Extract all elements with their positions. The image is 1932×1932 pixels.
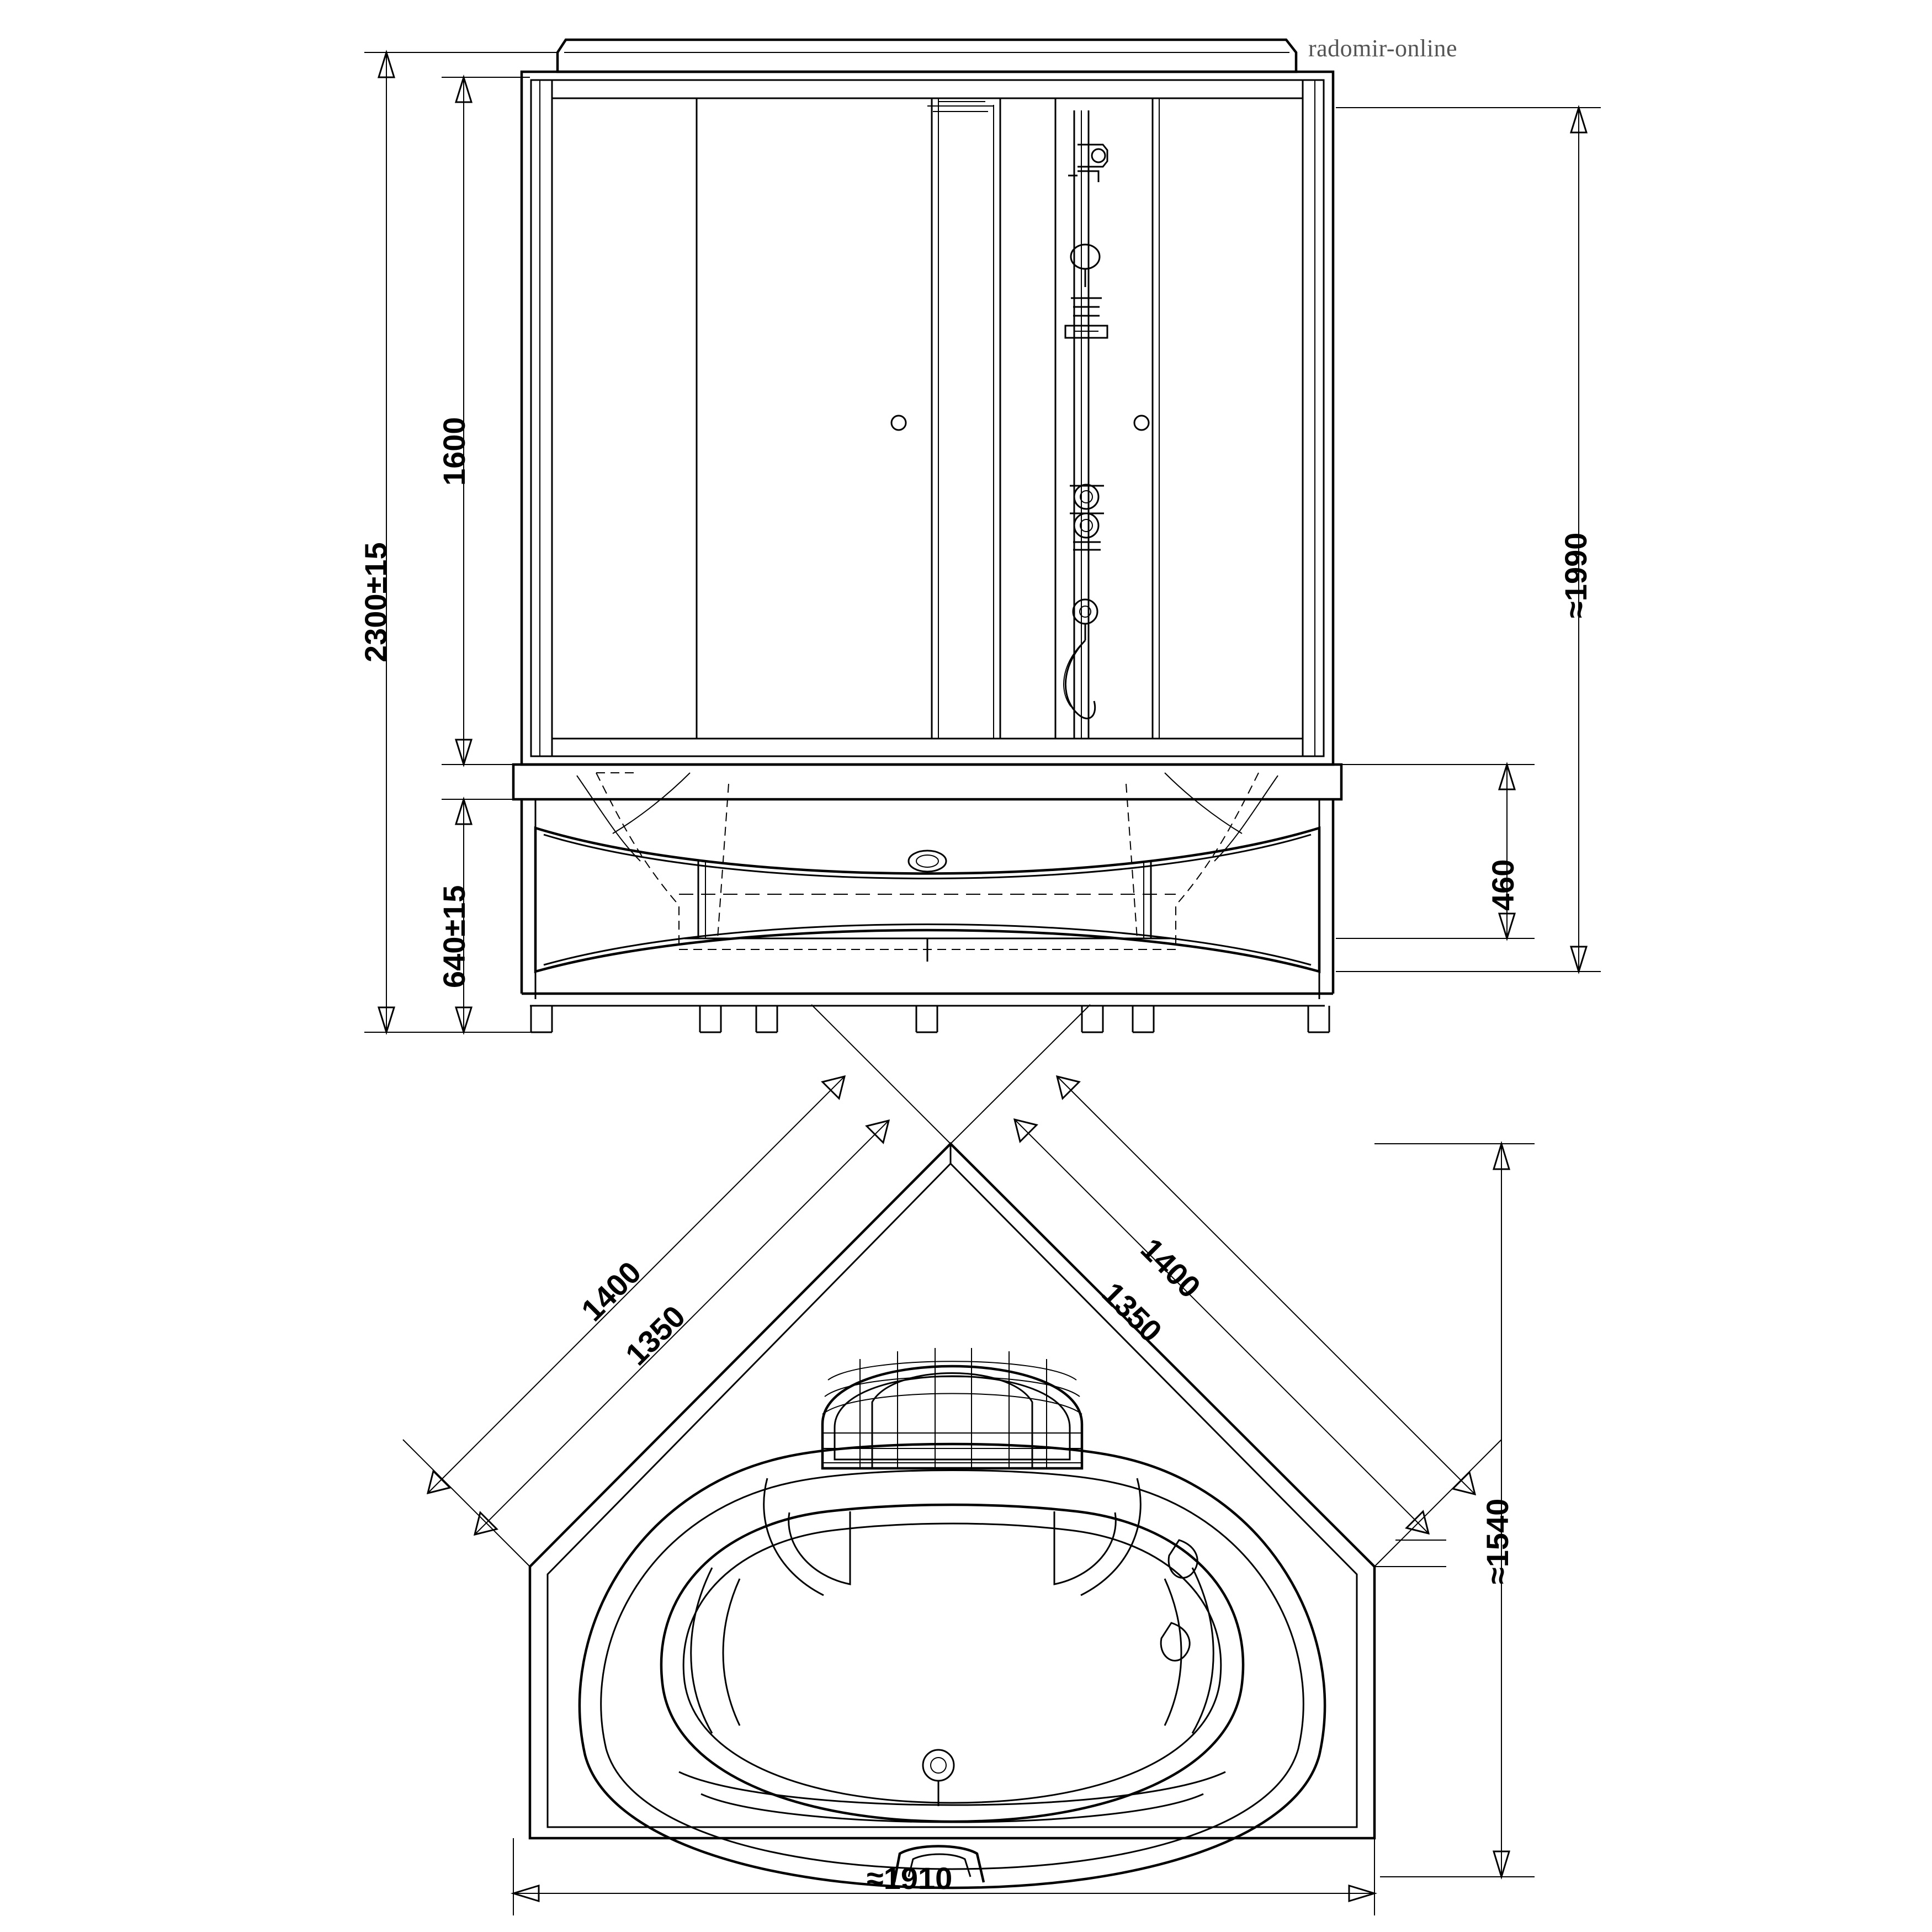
top-plan-view: [530, 1144, 1374, 1888]
watermark-label: radomir-online: [1308, 35, 1458, 62]
dimension-left-outer-width: 1400: [574, 1254, 648, 1328]
dimension-overall-height: 2300±15: [358, 542, 393, 662]
dimension-right-overall: ≈1990: [1558, 532, 1593, 618]
dimension-plan-depth: ≈1540: [1480, 1498, 1515, 1584]
dimension-right-outer-width: 1400: [1134, 1231, 1208, 1305]
front-elevation-view: [513, 40, 1341, 1032]
dimension-right-inner-width: 1350: [1095, 1275, 1169, 1349]
dimension-left-inner-width: 1350: [618, 1298, 692, 1372]
dimension-plan-width: ≈1910: [867, 1861, 953, 1896]
dimension-cabin-height: 1600: [437, 417, 471, 486]
dimension-bath-height: 460: [1485, 859, 1520, 911]
dimension-base-height: 640±15: [437, 885, 471, 988]
front-dimension-lines: [364, 52, 1601, 1032]
